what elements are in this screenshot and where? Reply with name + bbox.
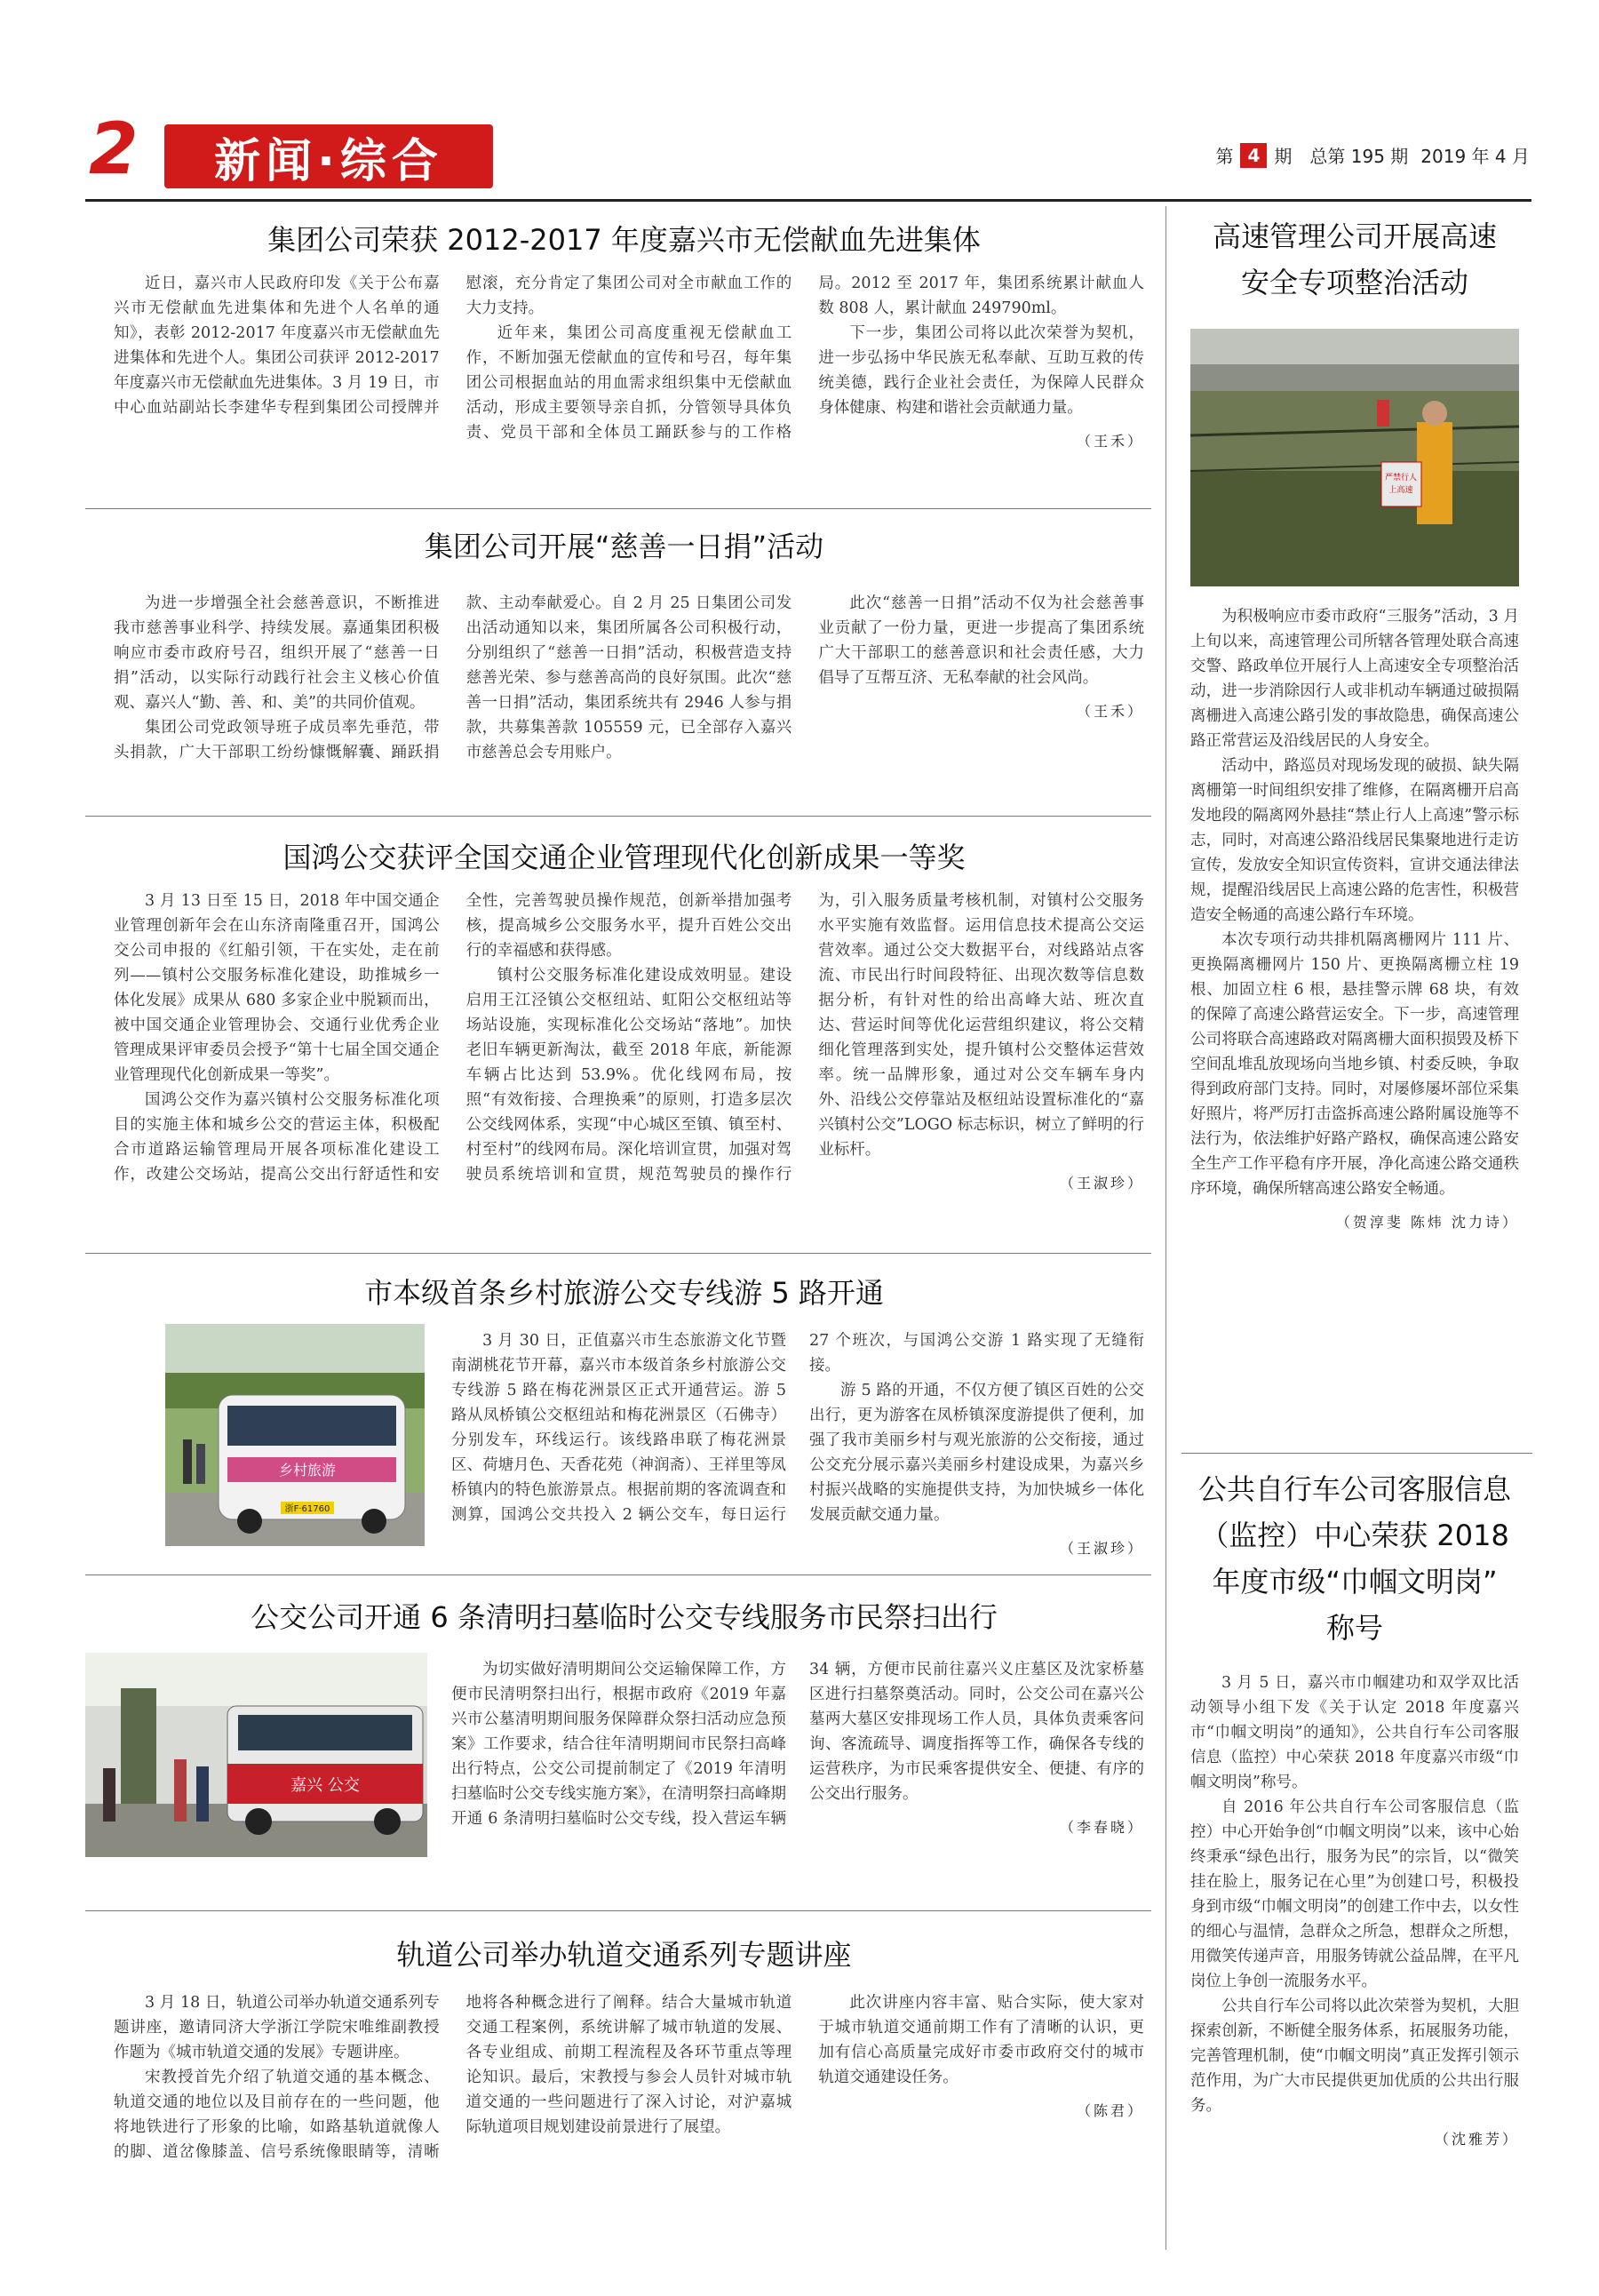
article-paragraph: 宋教授首先介绍了轨道交通的基本概念、轨道交通的地位以及目前存在的一些问题，他将地铁进行了形象的比喻，如路基轨道就像人的脚、道岔像膝盖、信号系统像眼睛等，清晰地将各种概念进行了阐释。结合大量城市轨道交通工程案例，系统讲解了城市轨道的发展、各专业组成、前期工程流程及各环节重点等理论知识。最后，宋教授与参会人员针对城市轨道交通的一些问题进行了深入讨论，对沪嘉城际轨道项目规划建设前景进行了展望。 — [114, 1994, 792, 2161]
article-author: （王淑珍） — [1059, 1175, 1144, 1192]
article-paragraph: 公共自行车公司将以此次荣誉为契机，大胆探索创新，不断健全服务体系，拓展服务功能，完善管理机制，使“巾帼文明岗”真正发挥引领示范作用，为广大市民提供更加优质的公共出行服务。 — [1190, 1997, 1519, 2115]
article-divider — [85, 816, 1151, 817]
article-paragraph: 此次“慈善一日捐”活动不仅为社会慈善事业贡献了一份力量，更进一步提高了集团系统广大干部职工的慈善意识和社会责任感，大力倡导了互帮互济、无私奉献的社会风尚。 — [818, 594, 1144, 687]
highway-fence-photo — [1190, 329, 1519, 586]
article-5-headline: 公交公司开通 6 条清明扫墓临时公交专线服务市民祭扫出行 — [251, 1600, 998, 1634]
article-author: （王禾） — [1076, 703, 1144, 720]
article-author: （王淑珍） — [1059, 1540, 1144, 1557]
article-3-body — [114, 889, 1144, 1237]
article-divider — [85, 1253, 1151, 1254]
sidebar-2-headline — [1181, 1466, 1528, 1651]
page-number: 2 — [89, 108, 139, 190]
article-1-headline: 集团公司荣获 2012-2017 年度嘉兴市无偿献血先进集体 — [267, 223, 981, 257]
headline-line: 安全专项整治活动 — [1240, 266, 1468, 299]
article-6-body — [114, 1990, 1144, 2221]
article-paragraph: 游 5 路的开通，不仅方便了镇区百姓的公交出行，更为游客在凤桥镇深度游提供了便利，加强了我市美丽乡村与观光旅游的公交衔接，通过公交充分展示嘉兴美丽乡村建设成果，为嘉兴乡村振兴战略的实施提供支持，为加快城乡一体化发展贡献交通力量。 — [809, 1382, 1144, 1524]
article-2-body — [114, 591, 1144, 804]
warning-sign-line: 上高速 — [1388, 486, 1413, 495]
article-paragraph: 3 月 30 日，正值嘉兴市生态旅游文化节暨南湖桃花节开幕，嘉兴市本级首条乡村旅游公交专线游 5 路在梅花洲景区正式开通营运。游 5 路从凤桥镇公交枢纽站和梅花洲景区（石佛寺）分别发车，环线运行。该线路串联了梅花洲景区、荷塘月色、天香花苑（神润斋）、王祥里等凤桥镇内的特色旅游景点。根据前期的客流调查和测算，国鸿公交共投入 2 辆公交车，每日运行 27 个班次，与国鸿公交游 1 路实现了无缝衔接。 — [451, 1332, 1144, 1524]
sidebar-1-body — [1190, 604, 1519, 1235]
article-paragraph: 国鸿公交作为嘉兴镇村公交服务标准化项目的实施主体和城乡公交的营运主体，积极配合市道路运输管理局开展各项标准化建设工作，改建公交场站，提高公交出行舒适性和安全性，完善驾驶员操作规范，创新举措加强考核，提高城乡公交服务水平，提升百姓公交出行的幸福感和获得感。 — [114, 892, 792, 1184]
headline-line: （监控）中心荣获 2018 — [1200, 1519, 1509, 1552]
article-author: （贺淳斐 陈炜 沈力诗） — [1335, 1214, 1519, 1231]
issue-date: 2019 年 4 月 — [1420, 146, 1530, 167]
sidebar-2-body — [1190, 1670, 1519, 2152]
masthead-rule — [85, 199, 1531, 202]
issue-info — [1215, 142, 1530, 168]
issue-prefix: 第 — [1215, 146, 1234, 167]
article-paragraph: 3 月 5 日，嘉兴市巾帼建功和双学双比活动领导小组下发《关于认定 2018 年度嘉兴市“巾帼文明岗”的通知》，公共自行车公司客服信息（监控）中心荣获 2018 年度嘉兴市级“巾帼文明岗”称号。 — [1190, 1674, 1519, 1791]
article-author: （沈雅芳） — [1434, 2131, 1519, 2148]
headline-line: 年度市级“巾帼文明岗” — [1212, 1565, 1498, 1598]
article-4-body — [451, 1328, 1144, 1586]
article-3-headline: 国鸿公交获评全国交通企业管理现代化创新成果一等奖 — [282, 841, 966, 874]
bus-banner-text: 乡村旅游 — [278, 1462, 337, 1479]
article-divider — [85, 1910, 1151, 1911]
article-paragraph: 本次专项行动共排机隔离栅网片 111 片、更换隔离栅网片 150 片、更换隔离栅立柱 19 根、加固立柱 6 根，悬挂警示牌 68 块，有效的保障了高速公路营运安全。下一步，高速管理公司将联合高速路政对隔离栅大面积损毁及桥下空间乱堆乱放现场向当地乡镇、村委反映，争取得到政府部门支持。同时，对屡修屡坏部位采集好照片，将严厉打击盗拆高速公路附属设施等不法行为，依法维护好路产路权，确保高速公路安全生产工作平稳有序开展，净化高速公路交通秩序环境，确保所辖高速公路安全畅通。 — [1190, 931, 1519, 1198]
article-author: （王禾） — [1076, 433, 1144, 450]
article-paragraph: 活动中，路巡员对现场发现的破损、缺失隔离栅第一时间组织安排了维修，在隔离栅开启高发地段的隔离网外悬挂“禁止行人上高速”警示标志，同时，对高速公路沿线居民集聚地进行走访宣传，发放安全知识宣传资料，宣讲交通法律法规，提醒沿线居民上高速公路的危害性，积极营造安全畅通的高速公路行车环境。 — [1190, 757, 1519, 924]
article-paragraph: 3 月 13 日至 15 日，2018 年中国交通企业管理创新年会在山东济南隆重召开，国鸿公交公司申报的《红船引领，干在实处，走在前列——镇村公交服务标准化建设，助推城乡一体化发展》成果从 680 多家企业中脱颖而出，被中国交通企业管理协会、交通行业优秀企业管理成果评审委员会授予“第十七届全国交通企业管理现代化创新成果一等奖”。 — [114, 892, 440, 1084]
article-paragraph: 3 月 18 日，轨道公司举办轨道交通系列专题讲座，邀请同济大学浙江学院宋唯维副教授作题为《城市轨道交通的发展》专题讲座。 — [114, 1994, 440, 2061]
section-title: 新闻·综合 — [214, 134, 443, 188]
article-divider — [1181, 1453, 1532, 1454]
article-5-body — [451, 1657, 1144, 1888]
sidebar-1-headline — [1181, 213, 1528, 306]
article-paragraph: 镇村公交服务标准化建设成效明显。建设启用王江泾镇公交枢纽站、虹阳公交枢纽站等场站设施，实现标准化公交场站“落地”。加快老旧车辆更新淘汰，截至 2018 年底，新能源车辆占比达到 53.9%。优化线网布局，按照“有效衔接、合理换乘”的原则，打造多层次公交线网体系，实现“中心城区至镇、镇至村、村至村”的线网布局。深化培训宣贯，加强对驾驶员系统培训和宣贯，规范驾驶员的操作行为，引入服务质量考核机制，对镇村公交服务水平实施有效监督。运用信息技术提高公交运营效率。通过公交大数据平台，对线路站点客流、市民出行时间段特征、出现次数等信息数据分析，有针对性的给出高峰大站、班次直达、营运时间等优化运营组织建议，将公交精细化管理落到实处，提升镇村公交整体运营效率。统一品牌形象，通过对公交车辆车身内外、沿线公交停靠站及枢纽站设置标准化的“嘉兴镇村公交”LOGO 标志标识，树立了鲜明的行业标杆。 — [465, 892, 1144, 1184]
column-divider — [1165, 206, 1166, 2250]
article-2-headline: 集团公司开展“慈善一日捐”活动 — [424, 530, 824, 563]
article-paragraph: 为积极响应市委市政府“三服务”活动，3 月上旬以来，高速管理公司所辖各管理处联合高速交警、路政单位开展行人上高速安全专项整治活动，进一步消除因行人或非机动车辆通过破损隔离栅进入高速公路引发的事故隐患，确保高速公路正常营运及沿线居民的人身安全。 — [1190, 608, 1519, 750]
article-6-headline: 轨道公司举办轨道交通系列专题讲座 — [396, 1938, 852, 1972]
tourist-bus-photo — [165, 1324, 425, 1546]
article-paragraph: 自 2016 年公共自行车公司客服信息（监控）中心开始争创“巾帼文明岗”以来，该中心始终秉承“绿色出行，服务为民”的宗旨，以“微笑挂在脸上，服务记在心里”为创建口号，积极投身到市级“巾帼文明岗”的创建工作中去，以女性的细心与温情，急群众之所急，想群众之所想，用微笑传递声音，用服务铸就公益品牌，在平凡岗位上争创一流服务水平。 — [1190, 1798, 1519, 1990]
article-paragraph: 集团公司党政领导班子成员率先垂范，带头捐款，广大干部职工纷纷慷慨解囊、踊跃捐款、主动奉献爱心。自 2 月 25 日集团公司发出活动通知以来，集团所属各公司积极行动，分别组织了“慈善一日捐”活动，积极营造支持慈善光荣、参与慈善高尚的良好氛围。此次“慈善一日捐”活动，集团系统共有 2946 人参与捐款，共募集善款 105559 元，已全部存入嘉兴市慈善总会专用账户。 — [114, 594, 792, 761]
warning-sign-line: 严禁行人 — [1384, 474, 1418, 482]
headline-line: 称号 — [1325, 1611, 1383, 1645]
article-4-headline: 市本级首条乡村旅游公交专线游 5 路开通 — [364, 1276, 884, 1310]
issue-number: 4 — [1240, 143, 1267, 168]
headline-line: 高速管理公司开展高速 — [1212, 219, 1497, 253]
article-paragraph: 为进一步增强全社会慈善意识，不断推进我市慈善事业科学、持续发展。嘉通集团积极响应市委市政府号召，组织开展了“慈善一日捐”活动，以实际行动践行社会主义核心价值观、嘉兴人“勤、善、和、美”的共同价值观。 — [114, 594, 440, 712]
article-author: （陈君） — [1076, 2102, 1144, 2119]
article-paragraph: 下一步，集团公司将以此次荣誉为契机，进一步弘扬中华民族无私奉献、互助互救的传统美德，践行企业社会责任，为保障人民群众身体健康、构建和谐社会贡献通力量。 — [818, 324, 1144, 417]
qingming-bus-photo — [85, 1653, 427, 1857]
article-paragraph: 近年来，集团公司高度重视无偿献血工作，不断加强无偿献血的宣传和号召，每年集团公司根据血站的用血需求组织集中无偿献血活动，形成主要领导亲自抓，分管领导具体负责、党员干部和全体员工踊跃参与的工作格局。2012 至 2017 年，集团系统累计献血人数 808 人，累计献血 249790ml。 — [465, 275, 1144, 442]
article-author: （李春晓） — [1059, 1819, 1144, 1836]
bus-side-text: 嘉兴 公交 — [290, 1776, 360, 1795]
headline-line: 公共自行车公司客服信息 — [1197, 1472, 1511, 1506]
total-issue: 总第 195 期 — [1309, 146, 1409, 167]
article-divider — [85, 508, 1151, 509]
issue-suffix: 期 — [1274, 146, 1293, 167]
section-banner — [164, 124, 493, 188]
article-paragraph: 此次讲座内容丰富、贴合实际，使大家对于城市轨道交通前期工作有了清晰的认识，更加有信心高质量完成好市委市政府交付的城市轨道交通建设任务。 — [818, 1994, 1144, 2086]
article-1-body — [114, 271, 1144, 495]
article-paragraph: 近日，嘉兴市人民政府印发《关于公布嘉兴市无偿献血先进集体和先进个人名单的通知》，表彰 2012-2017 年度嘉兴市无偿献血先进集体和先进个人。集团公司获评 2012-2017 年度嘉兴市无偿献血先进集体。3 月 19 日，市中心血站副站长李建华专程到集团公司授牌并慰滚，充分肯定了集团公司对全市献血工作的大力支持。 — [114, 275, 792, 417]
bus-plate-text: 浙F·61760 — [284, 1504, 330, 1514]
article-paragraph: 为切实做好清明期间公交运输保障工作，方便市民清明祭扫出行，根据市政府《2019 年嘉兴市公墓清明期间服务保障群众祭扫活动应急预案》工作要求，结合往年清明期间市民祭扫高峰出行特点，公交公司提前制定了《2019 年清明扫墓临时公交专线实施方案》，在清明祭扫高峰期开通 6 条清明扫墓临时公交专线，投入营运车辆 34 辆，方便市民前往嘉兴义庄墓区及沈家桥墓区进行扫墓祭奠活动。同时，公交公司在嘉兴公墓两大墓区安排现场工作人员，具体负责乘客问询、客流疏导、调度指挥等工作，确保各专线的运营秩序，为市民乘客提供安全、便捷、有序的公交出行服务。 — [451, 1661, 1144, 1828]
